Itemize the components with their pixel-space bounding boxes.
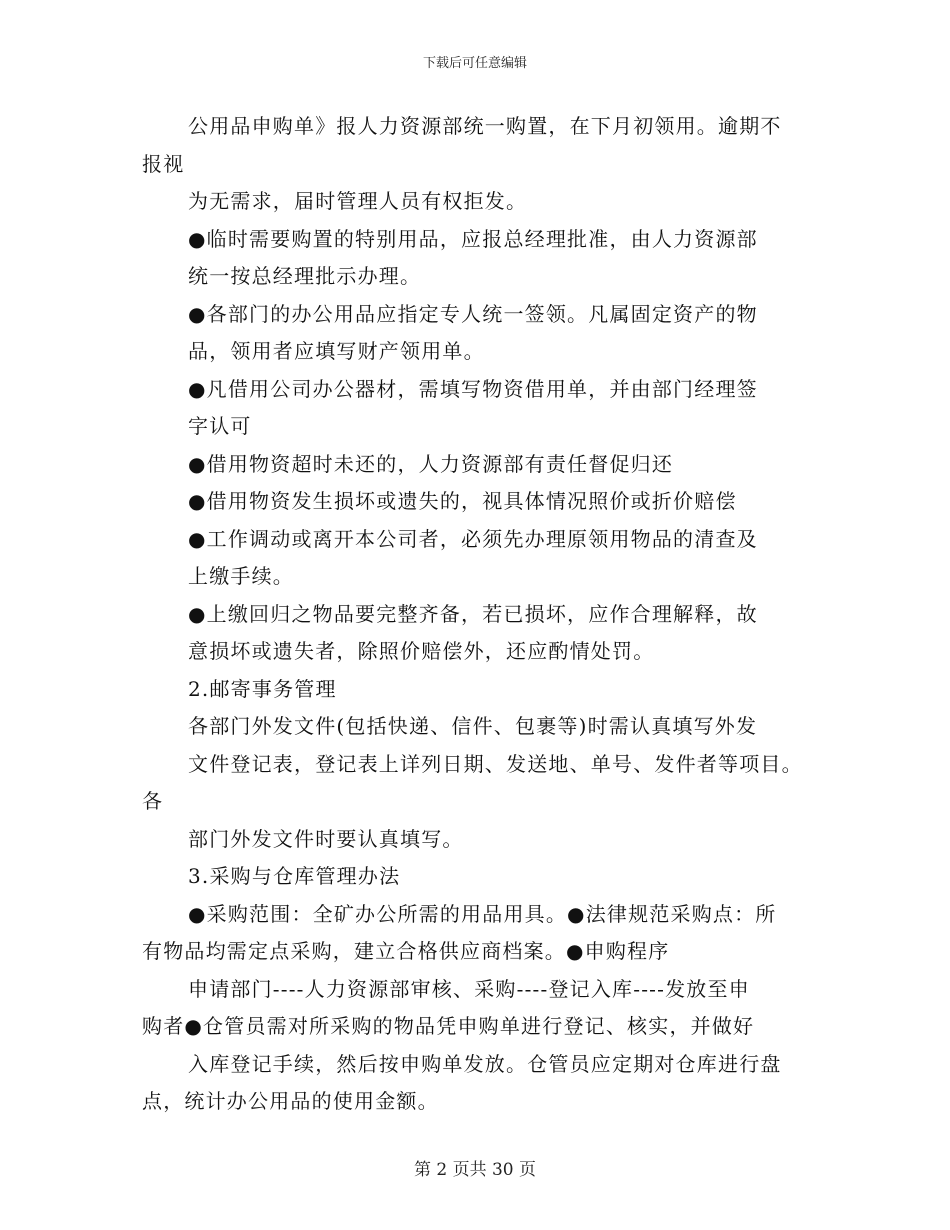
text-line: ●工作调动或离开本公司者，必须先办理原领用物品的清查及	[188, 526, 758, 551]
text-line: ●临时需要购置的特别用品，应报总经理批准，由人力资源部	[188, 226, 758, 251]
text-line: 上缴手续。	[188, 564, 294, 588]
page-footer: 第 2 页共 30 页	[413, 1160, 537, 1180]
text-line: 2.邮寄事务管理	[188, 676, 337, 701]
text-line: 入库登记手续，然后按申购单发放。仓管员应定期对仓库进行盘	[188, 1051, 782, 1076]
text-line: 点，统计办公用品的使用金额。	[142, 1089, 439, 1113]
text-line: ●各部门的办公用品应指定专人统一签领。凡属固定资产的物	[188, 301, 758, 326]
text-line: 报视	[142, 151, 185, 176]
text-line: 部门外发文件时要认真填写。	[188, 826, 464, 851]
text-line: 各	[142, 789, 164, 813]
text-line: 意损坏或遗失者，除照价赔偿外，还应酌情处罚。	[188, 639, 655, 663]
text-line: 3.采购与仓库管理办法	[188, 864, 401, 888]
text-line: ●借用物资超时未还的，人力资源部有责任督促归还	[188, 451, 674, 476]
text-line: 为无需求，届时管理人员有权拒发。	[188, 189, 528, 213]
text-line: 统一按总经理批示办理。	[188, 264, 422, 288]
text-line: 有物品均需定点采购，建立合格供应商档案。●申购程序	[142, 939, 670, 963]
text-line: 购者●仓管员需对所采购的物品凭申购单进行登记、核实，并做好	[142, 1014, 755, 1038]
text-line: 公用品申购单》报人力资源部统一购置，在下月初领用。逾期不	[188, 114, 782, 138]
text-line: 申请部门----人力资源部审核、采购----登记入库----发放至申	[188, 976, 750, 1001]
text-line: 字认可	[188, 414, 252, 438]
text-line: ●采购范围：全矿办公所需的用品用具。●法律规范采购点：所	[188, 901, 777, 926]
text-line: ●凡借用公司办公器材，需填写物资借用单，并由部门经理签	[188, 376, 758, 401]
text-line: ●借用物资发生损坏或遗失的，视具体情况照价或折价赔偿	[188, 489, 737, 513]
text-line: 文件登记表，登记表上详列日期、发送地、单号、发件者等项目。	[188, 751, 803, 776]
document-body	[142, 108, 842, 1121]
page-header: 下载后可任意编辑	[422, 56, 527, 71]
text-line: 各部门外发文件(包括快递、信件、包裹等)时需认真填写外发	[188, 714, 758, 738]
text-line: ●上缴回归之物品要完整齐备，若已损坏，应作合理解释，故	[188, 601, 758, 626]
text-line: 品，领用者应填写财产领用单。	[188, 339, 485, 363]
